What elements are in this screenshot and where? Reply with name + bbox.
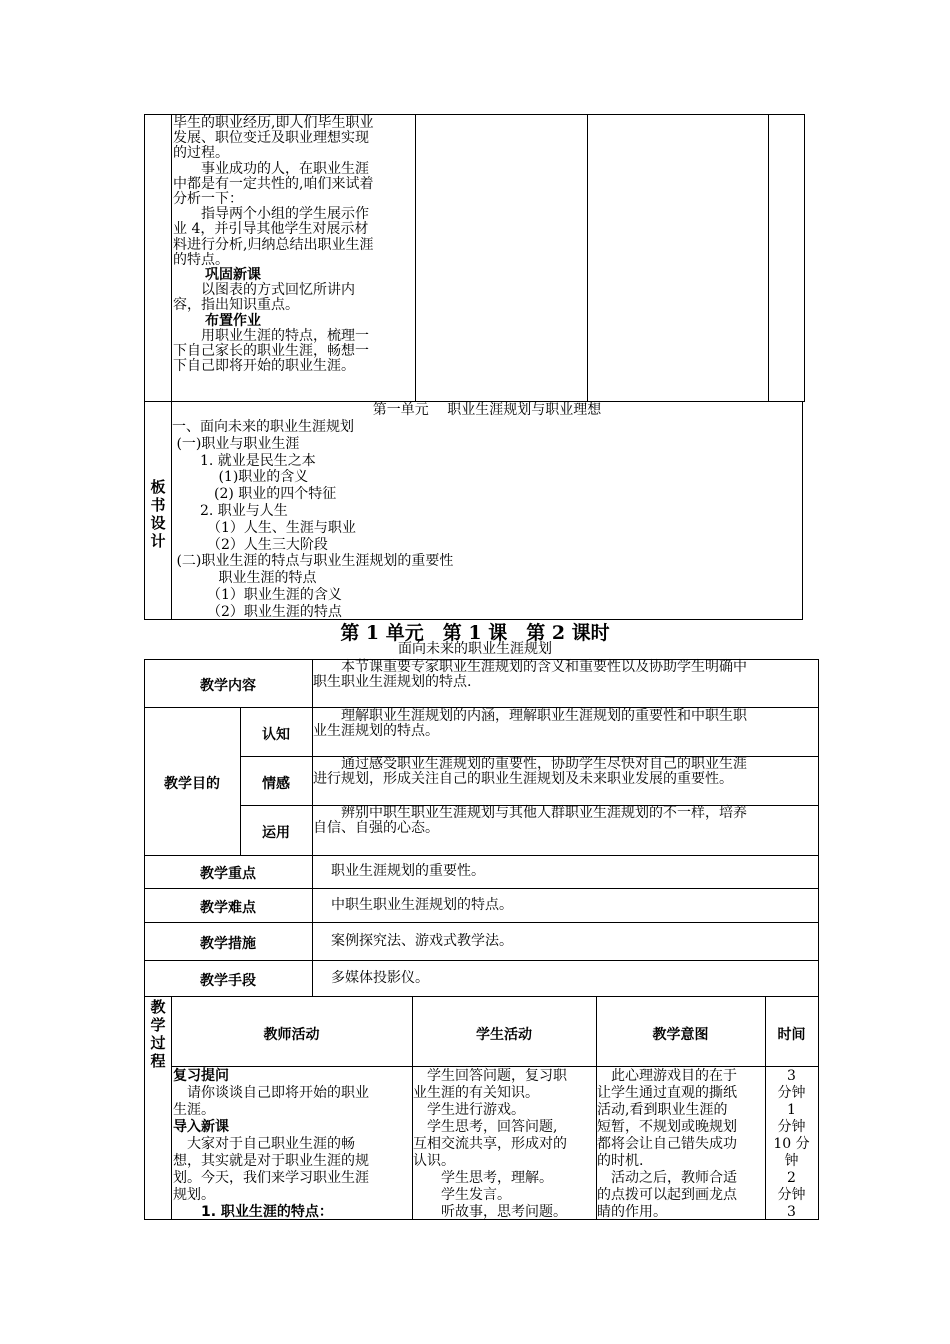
board-label-char: 设 <box>150 514 166 532</box>
key-point-label: 教学重点 <box>200 866 256 882</box>
process-label-char: 程 <box>150 1052 166 1070</box>
board-outline-line: 2. 职业与人生 <box>172 502 288 519</box>
intent-line: 让学生通过直观的撕纸 <box>597 1085 737 1101</box>
continuation-line: 的过程。 <box>173 145 229 162</box>
board-outline-line: （2）人生三大阶段 <box>172 536 328 553</box>
lesson-subtitle: 面向未来的职业生涯规划 <box>398 641 552 657</box>
student-line: 学生进行游戏。 <box>413 1102 525 1118</box>
teacher-line: 大家对于自己职业生涯的畅 <box>173 1136 355 1152</box>
header-student-activity: 学生活动 <box>476 1027 532 1043</box>
time-line: 分钟 <box>777 1187 806 1203</box>
header-teaching-intent: 教学意图 <box>652 1027 709 1043</box>
goal-line: 业生涯规划的特点。 <box>313 723 439 740</box>
means-label: 教学手段 <box>200 973 256 989</box>
content-line: 本节课重要专家职业生涯规划的含义和重要性以及协助学生明确中 <box>313 659 747 675</box>
teaching-content-value <box>313 660 747 690</box>
difficulty-label: 教学难点 <box>200 900 256 916</box>
teacher-line: 划。今天，我们来学习职业生涯 <box>173 1170 369 1186</box>
homework-heading: 布置作业 <box>205 312 261 329</box>
time-line: 分钟 <box>777 1085 806 1101</box>
board-design-outline <box>172 419 453 621</box>
goal-emotion-value <box>313 757 747 787</box>
goal-application-label: 运用 <box>262 825 290 841</box>
continuation-line: 指导两个小组的学生展示作 <box>173 206 369 223</box>
student-line: 听故事，思考问题。 <box>413 1204 567 1220</box>
review-heading: 复习提问 <box>173 1068 229 1084</box>
intro-heading: 导入新课 <box>173 1119 229 1135</box>
goal-line: 通过感受职业生涯规划的重要性，协助学生尽快对自己的职业生涯 <box>313 756 747 772</box>
board-outline-line: 一、面向未来的职业生涯规划 <box>172 419 354 435</box>
continuation-line: 分析一下： <box>173 191 243 208</box>
student-line: 学生发言。 <box>413 1187 511 1203</box>
method-value: 案例探究法、游戏式教学法。 <box>331 933 513 949</box>
goal-line: 自信、自强的心态。 <box>313 820 439 837</box>
student-line: 学生回答问题，复习职 <box>413 1068 567 1084</box>
goal-line: 理解职业生涯规划的内涵，理解职业生涯规划的重要性和中职生职 <box>313 708 747 724</box>
goal-emotion-label: 情感 <box>262 776 290 792</box>
board-outline-line: （1）职业生涯的含义 <box>172 586 342 603</box>
time-line: 3 <box>787 1204 796 1220</box>
intent-line: 短暂，不规划或晚规划 <box>597 1119 737 1135</box>
homework-line: 下自己家长的职业生涯，畅想一 <box>173 343 369 360</box>
homework-line: 用职业生涯的特点，梳理一 <box>173 327 369 344</box>
board-label-char: 板 <box>150 478 166 496</box>
board-outline-line: 1. 就业是民生之本 <box>172 452 316 469</box>
homework-line: 下自己即将开始的职业生涯。 <box>173 358 355 375</box>
board-outline-line: (2) 职业的四个特征 <box>172 486 337 503</box>
continuation-line: 业 4，并引导其他学生对展示材 <box>173 221 369 238</box>
time-line: 分钟 <box>777 1119 806 1135</box>
time-line: 2 <box>787 1170 796 1186</box>
teaching-content-label: 教学内容 <box>200 678 256 694</box>
teacher-line: 规划。 <box>173 1187 215 1203</box>
board-outline-line: （1）人生、生涯与职业 <box>172 519 356 536</box>
board-outline-line: (1)职业的含义 <box>172 469 309 486</box>
board-outline-line: (一)职业与职业生涯 <box>172 435 300 452</box>
intent-line: 活动,看到职业生涯的 <box>597 1102 728 1118</box>
student-line: 互相交流共享，形成对的 <box>413 1136 567 1152</box>
goal-cognition-value <box>313 709 747 739</box>
goal-line: 进行规划，形成关注自己的职业生涯规划及未来职业发展的重要性。 <box>313 771 733 788</box>
student-activity-cell <box>413 1068 567 1221</box>
goal-application-value <box>313 806 747 836</box>
lesson-title: 第 1 单元 第 1 课 第 2 课时 <box>340 622 610 644</box>
intent-line: 的时机. <box>597 1153 644 1169</box>
intent-line: 的点拨可以起到画龙点 <box>597 1187 737 1203</box>
difficulty-value: 中职生职业生涯规划的特点。 <box>331 897 513 913</box>
content-line: 职生职业生涯规划的特点. <box>313 674 472 691</box>
teaching-intent-cell <box>597 1068 737 1221</box>
goal-cognition-label: 认知 <box>262 727 290 743</box>
process-label-char: 过 <box>150 1034 166 1052</box>
continuation-line: 发展、职位变迁及职业理想实现 <box>173 130 369 147</box>
consolidate-line: 以图表的方式回忆所讲内 <box>173 282 355 299</box>
continuation-line: 中都是有一定共性的,咱们来试着 <box>173 175 374 192</box>
student-line: 学生思考，理解。 <box>413 1170 553 1186</box>
teacher-line: 想，其实就是对于职业生涯的规 <box>173 1153 369 1169</box>
board-outline-line: 职业生涯的特点 <box>172 570 317 587</box>
consolidate-heading: 巩固新课 <box>205 267 261 284</box>
continuation-line: 事业成功的人，在职业生涯 <box>173 160 369 177</box>
teacher-activity-continuation <box>173 116 415 374</box>
board-label-char: 书 <box>150 496 166 514</box>
header-time: 时间 <box>777 1027 806 1043</box>
time-line: 1 <box>787 1102 796 1118</box>
intent-line: 此心理游戏目的在于 <box>597 1068 737 1084</box>
board-design-title: 第一单元 职业生涯规划与职业理想 <box>372 402 602 418</box>
means-value: 多媒体投影仪。 <box>331 970 429 986</box>
time-cell <box>765 1068 818 1221</box>
time-line: 10 分 <box>773 1136 810 1152</box>
continuation-line: 料进行分析,归纳总结出职业生涯 <box>173 236 374 253</box>
board-label-char: 计 <box>150 532 166 550</box>
point-heading: 1. 职业生涯的特点： <box>173 1204 333 1220</box>
method-label: 教学措施 <box>200 936 256 952</box>
student-line: 业生涯的有关知识。 <box>413 1085 539 1101</box>
key-point-value: 职业生涯规划的重要性。 <box>331 863 485 879</box>
teacher-activity-cell <box>173 1068 413 1221</box>
consolidate-line: 容，指出知识重点。 <box>173 297 299 314</box>
teacher-line: 请你谈谈自己即将开始的职业 <box>173 1085 369 1101</box>
student-line: 学生思考，回答问题, <box>413 1119 558 1135</box>
intent-line: 都将会让自己错失成功 <box>597 1136 737 1152</box>
teaching-goal-label: 教学目的 <box>164 776 220 792</box>
header-teacher-activity: 教师活动 <box>263 1027 320 1043</box>
teacher-line: 生涯。 <box>173 1102 215 1118</box>
intent-line: 活动之后，教师合适 <box>597 1170 737 1186</box>
student-line: 认识。 <box>413 1153 455 1169</box>
time-line: 3 <box>787 1068 796 1084</box>
board-outline-line: （2）职业生涯的特点 <box>172 603 342 620</box>
continuation-line: 的特点。 <box>173 251 229 268</box>
intent-line: 睛的作用。 <box>597 1204 667 1220</box>
board-outline-line: (二)职业生涯的特点与职业生涯规划的重要性 <box>172 553 454 570</box>
process-label-char: 教 <box>150 998 166 1016</box>
goal-line: 辨别中职生职业生涯规划与其他人群职业生涯规划的不一样，培养 <box>313 805 747 821</box>
time-line: 钟 <box>784 1153 799 1169</box>
process-label-char: 学 <box>150 1016 166 1034</box>
continuation-line: 毕生的职业经历,即人们毕生职业 <box>173 115 374 131</box>
